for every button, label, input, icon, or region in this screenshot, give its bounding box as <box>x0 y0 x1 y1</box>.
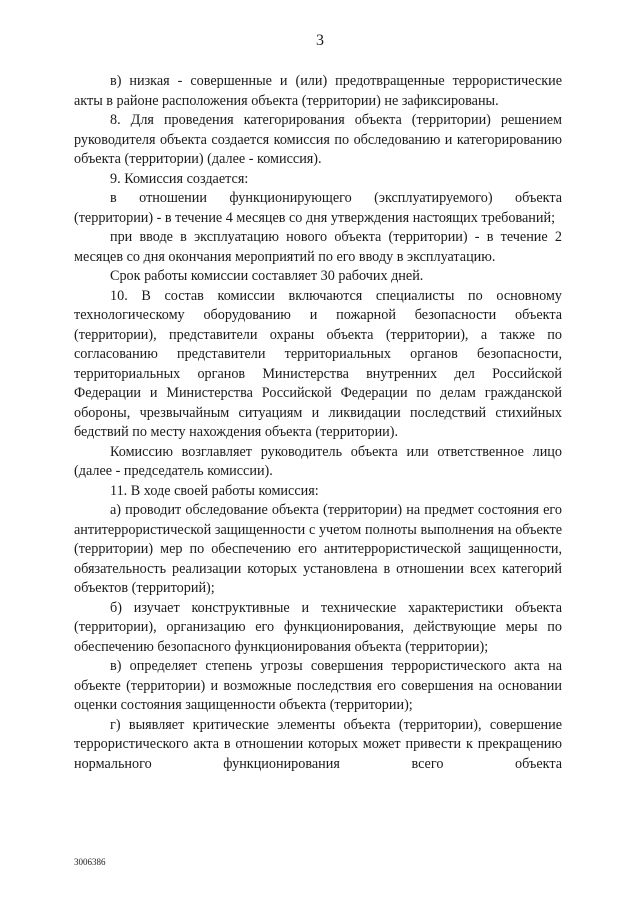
paragraph-11: 11. В ходе своей работы комиссия: <box>110 482 319 499</box>
paragraph-7c: в) низкая - совершенные и (или) предотвращенные террористические акты в районе расположения объекта (территории) не зафиксированы. <box>74 73 562 109</box>
paragraph-11g: г) выявляет критические элементы объекта (территории), совершение террористического акта в отношении которых может привести к прекращению нормального функционирования всего объекта <box>74 716 562 772</box>
paragraph-8: 8. Для проведения категорирования объекта (территории) решением руководителя объекта создается комиссия по обследованию и категорированию объекта (территории) (далее - комиссия). <box>74 112 562 167</box>
paragraph-9-new-object: при вводе в эксплуатацию нового объекта (территории) - в течение 2 месяцев со дня окончания мероприятий по его вводу в эксплуатацию. <box>74 229 562 265</box>
paragraph-11a: а) проводит обследование объекта (территории) на предмет состояния его антитеррористической защищенности с учетом полноты выполнения на объекте (территории) мер по обеспечению его антитеррористической защищенности, обязательность реализации которых установлена в отношении всех категорий объектов (территорий); <box>74 502 562 596</box>
paragraph-10-chair: Комиссию возглавляет руководитель объекта или ответственное лицо (далее - председатель комиссии). <box>74 443 562 479</box>
page-number: 3 <box>316 32 324 49</box>
paragraph-10: 10. В состав комиссии включаются специалисты по основному технологическому оборудованию и пожарной безопасности объекта (территории), представители охраны объекта (территории), а также по согласованию представители территориальных органов безопасности, территориальных органов Министерства внутренних дел Российской Федерации и Министерства Российской Федерации по делам гражданской обороны, чрезвычайным ситуациям и ликвидации последствий стихийных бедствий по месту нахождения объекта (территории). <box>74 287 562 440</box>
paragraph-11v: в) определяет степень угрозы совершения террористического акта на объекте (территории) и возможные последствия его совершения на основании оценки состояния защищенности объекта (территории); <box>74 658 562 713</box>
document-code: 3006386 <box>74 857 106 867</box>
paragraph-9-term: Срок работы комиссии составляет 30 рабочих дней. <box>110 268 424 284</box>
paragraph-9: 9. Комиссия создается: <box>110 170 249 187</box>
paragraph-11b: б) изучает конструктивные и технические характеристики объекта (территории), организацию его функционирования, действующие меры по обеспечению безопасного функционирования объекта (территории); <box>74 599 562 655</box>
document-body <box>74 72 562 774</box>
paragraph-9-existing-object: в отношении функционирующего (эксплуатируемого) объекта (территории) - в течение 4 месяцев со дня утверждения настоящих требований; <box>74 190 562 226</box>
